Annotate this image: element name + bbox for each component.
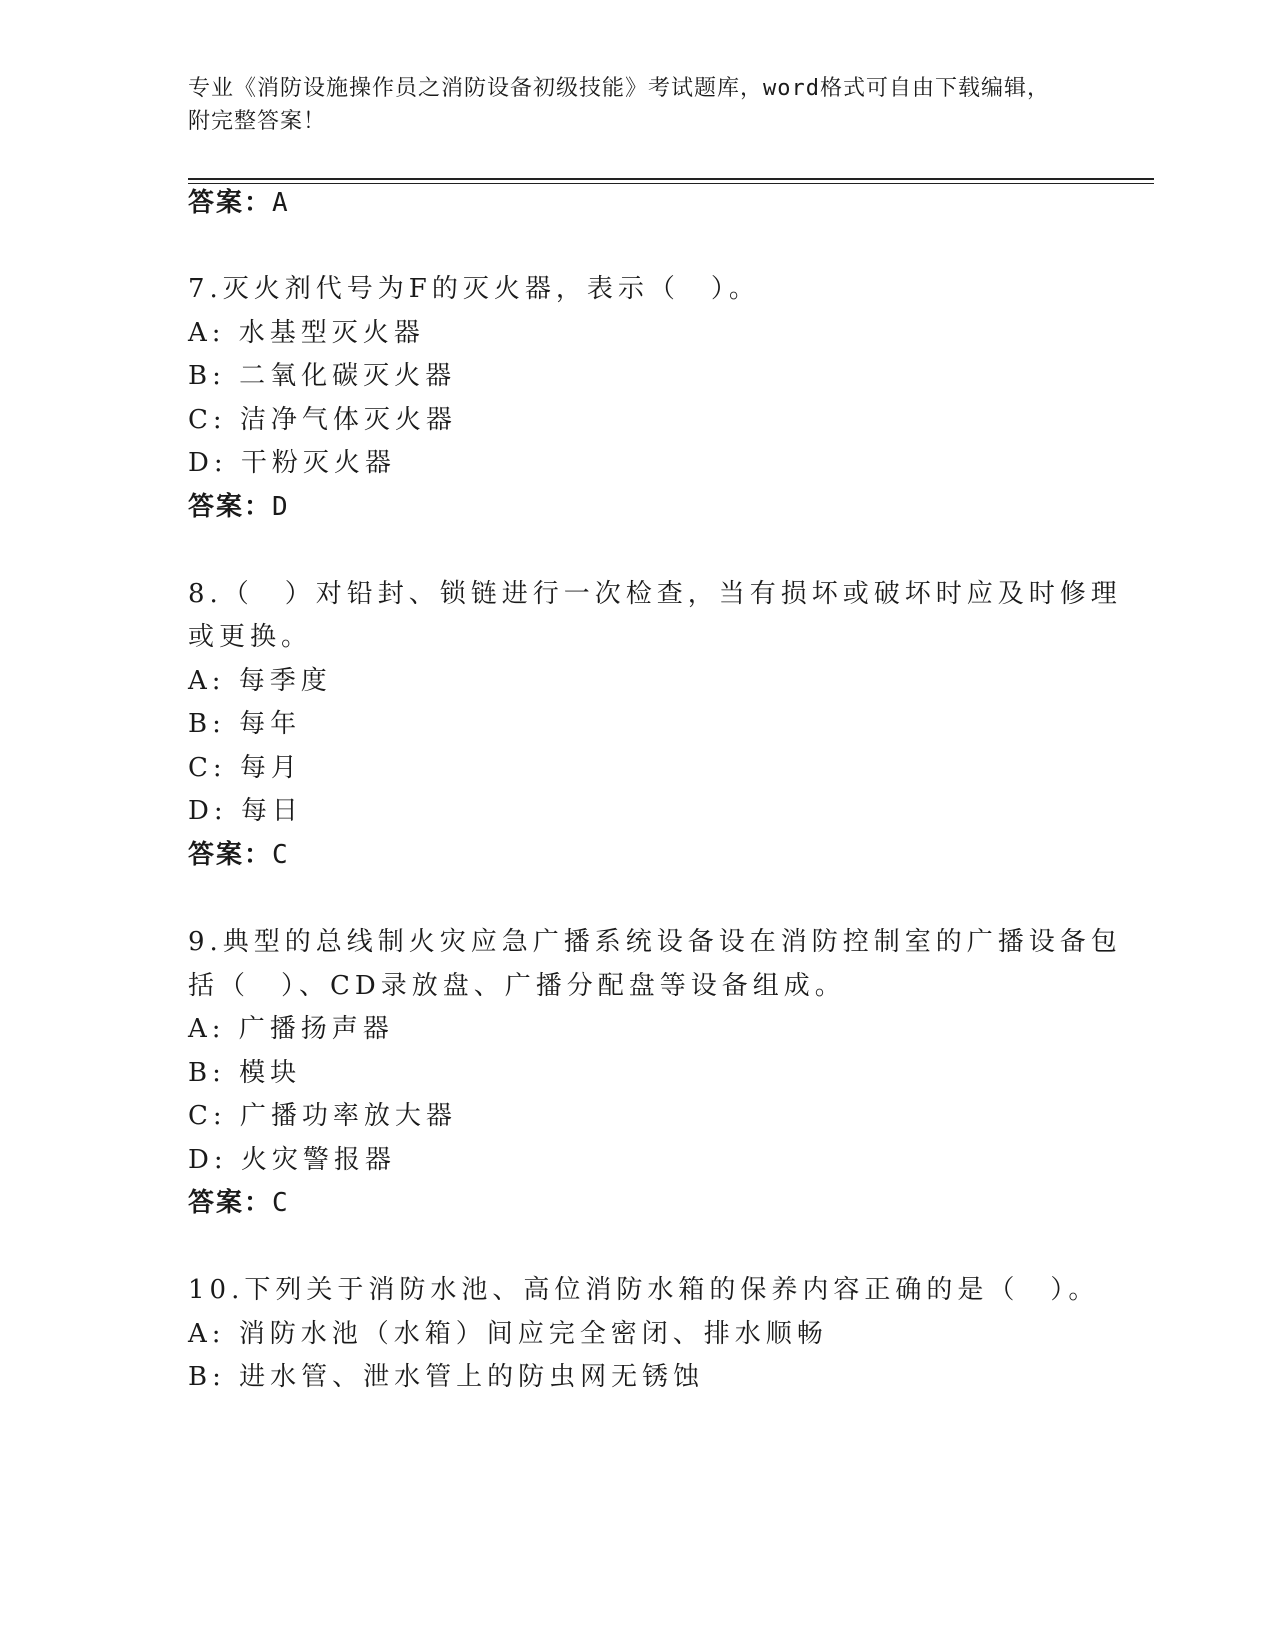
- answer-value: D: [272, 492, 290, 522]
- question-7-option-d: D: 干粉灭火器: [188, 448, 396, 478]
- question-10-option-a: A: 消防水池（水箱）间应完全密闭、排水顺畅: [188, 1319, 828, 1349]
- question-7-answer: [188, 490, 290, 524]
- question-9-stem-line-1: 9.典型的总线制火灾应急广播系统设备设在消防控制室的广播设备包: [188, 927, 1122, 957]
- question-9-option-b: B: 模块: [188, 1058, 302, 1088]
- question-8-stem-line-2: 或更换。: [188, 622, 313, 652]
- answer-label: 答案：: [188, 492, 273, 522]
- question-8-option-d: D: 每日: [188, 796, 303, 826]
- document-intro: 专业《消防设施操作员之消防设备初级技能》考试题库，word格式可自由下载编辑，附完整答案！: [188, 76, 1050, 134]
- question-10-stem: 10.下列关于消防水池、高位消防水箱的保养内容正确的是（ ）。: [188, 1275, 1100, 1305]
- prev-answer: [188, 186, 290, 220]
- answer-value: C: [272, 840, 290, 870]
- answer-label: 答案：: [188, 840, 273, 870]
- question-8-answer: [188, 838, 290, 872]
- question-8-option-c: C: 每月: [188, 753, 302, 783]
- question-7-option-c: C: 洁净气体灭火器: [188, 405, 457, 435]
- question-9-stem-line-2: 括（ ）、CD录放盘、广播分配盘等设备组成。: [188, 971, 846, 1001]
- question-9-option-a: A: 广播扬声器: [188, 1014, 394, 1044]
- header-divider-thick: [188, 178, 1154, 180]
- question-9-option-d: D: 火灾警报器: [188, 1145, 396, 1175]
- question-8-option-b: B: 每年: [188, 709, 302, 739]
- answer-label: 答案：: [188, 1188, 273, 1218]
- header-divider-thin: [188, 183, 1154, 184]
- answer-label: 答案：: [188, 188, 273, 218]
- answer-value: A: [272, 188, 290, 218]
- question-7-option-b: B: 二氧化碳灭火器: [188, 361, 457, 391]
- question-9-option-c: C: 广播功率放大器: [188, 1101, 457, 1131]
- question-9-answer: [188, 1186, 290, 1220]
- question-10-option-b: B: 进水管、泄水管上的防虫网无锈蚀: [188, 1362, 705, 1392]
- question-8-stem-line-1: 8.（ ）对铅封、锁链进行一次检查，当有损坏或破坏时应及时修理: [188, 579, 1122, 609]
- answer-value: C: [272, 1188, 290, 1218]
- question-8-option-a: A: 每季度: [188, 666, 332, 696]
- question-7-stem: 7.灭火剂代号为F的灭火器，表示（ ）。: [188, 274, 760, 304]
- question-7-option-a: A: 水基型灭火器: [188, 318, 425, 348]
